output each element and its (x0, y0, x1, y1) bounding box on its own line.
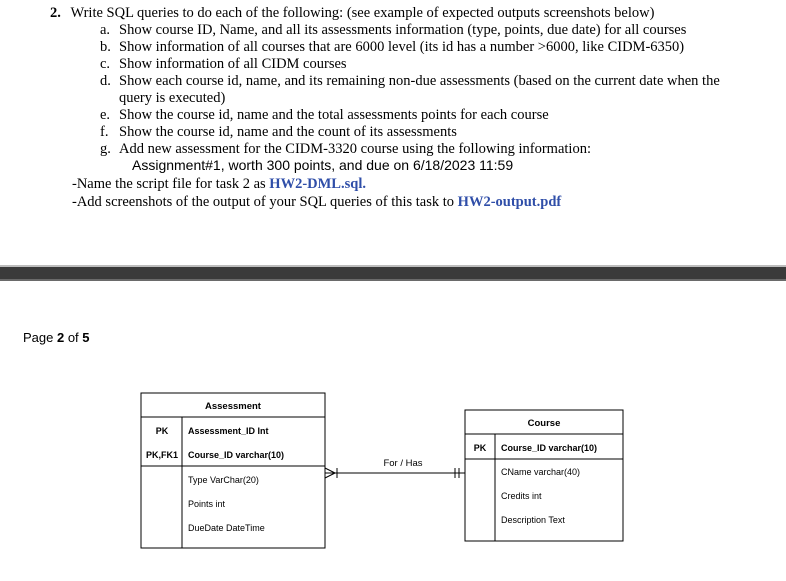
item-marker: e. (100, 107, 111, 123)
item-text: Add new assessment for the CIDM-3320 course using the following information: (119, 141, 591, 157)
crows-foot-upper (325, 468, 335, 473)
item-marker: g. (100, 141, 111, 157)
output-file-name: HW2-output.pdf (457, 194, 562, 210)
item-text: Show the course id, name and the total assessments points for each course (119, 107, 549, 123)
assessment-duedate-field: DueDate DateTime (188, 523, 265, 533)
course-name-field: CName varchar(40) (501, 467, 581, 477)
page-break-divider (0, 265, 786, 281)
name-script-note (72, 176, 366, 193)
add-screenshots-prefix: -Add screenshots of the output of your SQL queries of this task to (72, 194, 458, 210)
task-header-text: Write SQL queries to do each of the following: (see example of expected outputs screenshots below) (70, 5, 655, 21)
course-title: Course (527, 418, 561, 429)
task-item (100, 107, 549, 124)
er-diagram (0, 290, 786, 581)
name-script-prefix: -Name the script file for task 2 as (72, 176, 270, 192)
course-description-field: Description Text (501, 515, 565, 525)
item-marker: c. (100, 56, 111, 72)
course-id-field: Course_ID varchar(10) (501, 443, 598, 453)
task-number: 2. (50, 5, 61, 21)
assessment-course-id-field: Course_ID varchar(10) (188, 450, 285, 460)
item-marker: b. (100, 39, 111, 55)
item-text: Show course ID, Name, and all its assessments information (type, points, due date) for all courses (119, 22, 687, 38)
page-total: 5 (82, 330, 90, 345)
assessment-type-field: Type VarChar(20) (188, 475, 259, 485)
relationship-label: For / Has (383, 458, 423, 469)
task-item (100, 56, 347, 73)
add-screenshots-note (72, 194, 561, 211)
item-marker: f. (100, 124, 109, 140)
course-pk-label: PK (473, 443, 487, 453)
page-middle: of (64, 330, 83, 345)
page-current: 2 (56, 330, 65, 345)
task-header (50, 5, 654, 22)
task-item (100, 39, 685, 56)
item-text: Show information of all courses that are 6000 level (its id has a number >6000, like CIDM-6350) (119, 39, 685, 55)
item-marker: d. (100, 73, 111, 89)
task-item (100, 22, 687, 39)
task-item (100, 141, 591, 158)
item-text: Show the course id, name and the count of its assessments (119, 124, 457, 140)
assessment-pkfk-label: PK,FK1 (145, 450, 179, 460)
relationship-connector (325, 458, 465, 478)
assessment-id-field: Assessment_ID Int (188, 426, 269, 436)
item-marker: a. (100, 22, 111, 38)
assessment-points-field: Points int (188, 499, 226, 509)
crows-foot-lower (325, 473, 335, 478)
page-prefix: Page (23, 330, 57, 345)
task-item-continuation: Assignment#1, worth 300 points, and due on 6/18/2023 11:59 (132, 157, 514, 173)
assignment-page-section (0, 0, 786, 265)
assessment-entity (141, 393, 325, 548)
task-item-continuation: query is executed) (119, 90, 226, 106)
assessment-title: Assessment (205, 401, 261, 412)
item-text: Show information of all CIDM courses (119, 56, 347, 72)
task-item (100, 124, 457, 141)
course-entity (465, 410, 623, 541)
course-credits-field: Credits int (501, 491, 542, 501)
item-text: Show each course id, name, and its remaining non-due assessments (based on the current date when the (119, 73, 720, 89)
assessment-pk-label: PK (155, 426, 169, 436)
task-item (100, 73, 720, 90)
script-file-name: HW2-DML.sql. (269, 176, 366, 192)
